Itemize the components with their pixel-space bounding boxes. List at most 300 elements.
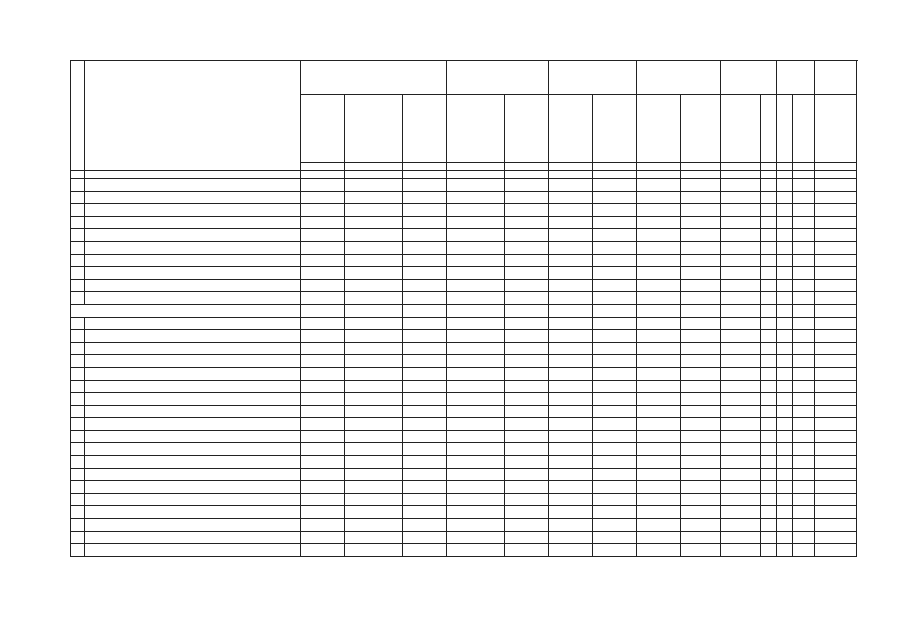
address-cell [85,367,301,380]
table-cell [403,456,447,469]
table-cell [681,405,721,418]
header-unit-cell [505,163,549,171]
address-cell [85,456,301,469]
table-cell [593,380,637,393]
row-index-cell [71,191,85,204]
header-unit-cell [301,163,345,171]
header-unit-cell [403,163,447,171]
table-cell [637,418,681,431]
table-cell [793,241,815,254]
table-cell [793,355,815,368]
table-cell [301,191,345,204]
table-row [71,342,857,355]
table-cell [593,367,637,380]
table-cell [777,493,793,506]
table-cell [549,468,593,481]
header-row-column-numbers [71,171,857,179]
header-cell-group [549,61,637,95]
address-cell [85,443,301,456]
table-cell [761,430,777,443]
table-cell [593,317,637,330]
table-cell [403,506,447,519]
table-cell [777,519,793,532]
address-cell [85,355,301,368]
table-cell [505,367,549,380]
table-cell [301,393,345,406]
table-cell [761,267,777,280]
table-cell [593,191,637,204]
table-cell [721,418,761,431]
row-index-cell [71,481,85,494]
table-cell [793,254,815,267]
table-cell [301,179,345,192]
address-cell [85,179,301,192]
table-cell [505,216,549,229]
address-cell [85,216,301,229]
table-cell [815,254,857,267]
table-cell [301,229,345,242]
table-cell [593,342,637,355]
table-cell [681,506,721,519]
table-cell [447,519,505,532]
address-cell [85,279,301,292]
table-row [71,204,857,217]
table-cell [793,443,815,456]
table-cell [721,229,761,242]
table-cell [793,519,815,532]
table-cell [777,254,793,267]
table-cell [777,506,793,519]
table-cell [761,468,777,481]
table-cell [777,342,793,355]
header-unit-cell [793,163,815,171]
table-cell [777,216,793,229]
table-cell [447,229,505,242]
address-cell [85,506,301,519]
table-cell [403,355,447,368]
column-number-cell [403,171,447,179]
table-cell [301,506,345,519]
table-cell [447,367,505,380]
address-cell [85,317,301,330]
table-cell [681,544,721,557]
table-cell [345,279,403,292]
table-cell [505,204,549,217]
table-cell [593,179,637,192]
table-cell [681,531,721,544]
table-cell [593,493,637,506]
table-row [71,330,857,343]
header-cell-group [637,61,721,95]
header-subcell [815,95,857,163]
table-cell [761,544,777,557]
address-cell [85,493,301,506]
table-cell [815,304,857,317]
table-cell [681,254,721,267]
table-cell [549,204,593,217]
table-cell [447,179,505,192]
header-subcell [777,95,793,163]
table-cell [637,254,681,267]
table-cell [721,292,761,305]
row-index-cell [71,393,85,406]
row-index-cell [71,456,85,469]
table-cell [721,405,761,418]
row-index-cell [71,204,85,217]
header-subcell [403,95,447,163]
table-cell [793,506,815,519]
table-cell [447,380,505,393]
table-cell [403,418,447,431]
table-cell [793,367,815,380]
table-cell [815,380,857,393]
table-cell [447,191,505,204]
table-cell [505,405,549,418]
table-cell [681,317,721,330]
table-cell [403,393,447,406]
table-cell [761,519,777,532]
table-cell [301,493,345,506]
table-cell [505,342,549,355]
table-cell [345,405,403,418]
table-cell [637,493,681,506]
table-cell [793,317,815,330]
table-cell [549,241,593,254]
header-unit-cell [777,163,793,171]
table-cell [447,493,505,506]
table-cell [793,468,815,481]
table-cell [345,468,403,481]
row-index-cell [71,468,85,481]
table-cell [301,418,345,431]
table-cell [345,204,403,217]
table-cell [301,531,345,544]
table-cell [505,443,549,456]
table-cell [593,531,637,544]
table-cell [815,405,857,418]
table-cell [593,216,637,229]
table-cell [681,330,721,343]
table-cell [345,367,403,380]
table-cell [593,355,637,368]
header-unit-cell [549,163,593,171]
header-subcell [761,95,777,163]
table-cell [681,304,721,317]
table-cell [505,519,549,532]
table-cell [447,468,505,481]
table-cell [447,292,505,305]
table-cell [761,531,777,544]
table-cell [593,468,637,481]
table-cell [681,418,721,431]
table-cell [761,418,777,431]
table-cell [549,393,593,406]
table-cell [721,367,761,380]
table-cell [721,179,761,192]
address-cell [85,292,301,305]
address-cell [85,267,301,280]
row-index-cell [71,443,85,456]
address-cell [85,191,301,204]
table-cell [777,330,793,343]
table-cell [761,204,777,217]
table-cell [549,229,593,242]
address-cell [85,393,301,406]
table-cell [345,519,403,532]
table-cell [777,367,793,380]
table-cell [345,267,403,280]
table-cell [793,292,815,305]
table-row [71,254,857,267]
table-cell [721,279,761,292]
table-cell [721,204,761,217]
table-cell [345,241,403,254]
table-cell [593,544,637,557]
table-cell [721,456,761,469]
table-cell [793,229,815,242]
table-cell [681,367,721,380]
table-cell [721,380,761,393]
table-row [71,493,857,506]
table-cell [593,229,637,242]
table-cell [777,380,793,393]
table-cell [403,254,447,267]
table-row [71,430,857,443]
address-cell [85,481,301,494]
table-cell [777,418,793,431]
table-row [71,481,857,494]
table-cell [447,267,505,280]
table-cell [403,279,447,292]
table-cell [505,330,549,343]
table-cell [301,292,345,305]
table-row [71,456,857,469]
table-cell [593,241,637,254]
column-number-cell [549,171,593,179]
table-row [71,267,857,280]
table-cell [637,519,681,532]
table-cell [761,216,777,229]
table-cell [815,544,857,557]
table-cell [447,443,505,456]
table-cell [777,443,793,456]
table-cell [505,317,549,330]
table-cell [721,506,761,519]
table-cell [721,468,761,481]
table-cell [345,191,403,204]
table-cell [681,393,721,406]
table-cell [593,456,637,469]
column-number-cell [637,171,681,179]
table-cell [815,519,857,532]
header-unit-cell [447,163,505,171]
table-cell [777,304,793,317]
table-cell [681,380,721,393]
table-cell [301,304,345,317]
table-cell [815,355,857,368]
table-cell [761,229,777,242]
address-cell [85,330,301,343]
table-cell [301,355,345,368]
header-cell-group [721,61,777,95]
table-cell [815,229,857,242]
table-cell [777,191,793,204]
table-cell [777,544,793,557]
table-cell [637,468,681,481]
table-row [71,468,857,481]
table-cell [549,279,593,292]
table-cell [761,241,777,254]
address-cell [85,405,301,418]
table-cell [815,279,857,292]
table-row [71,519,857,532]
table-cell [777,279,793,292]
table-cell [549,216,593,229]
table-cell [593,330,637,343]
table-cell [777,317,793,330]
table-cell [403,304,447,317]
table-cell [447,241,505,254]
table-cell [447,317,505,330]
table-cell [505,191,549,204]
data-table-wrapper [70,60,836,557]
header-subcell [505,95,549,163]
table-cell [681,267,721,280]
table-cell [403,330,447,343]
total-row [71,304,857,317]
table-cell [761,342,777,355]
table-cell [505,468,549,481]
table-cell [815,443,857,456]
table-cell [301,317,345,330]
table-cell [505,179,549,192]
table-cell [793,481,815,494]
table-cell [681,216,721,229]
table-cell [637,367,681,380]
table-cell [549,456,593,469]
table-cell [681,468,721,481]
table-cell [637,531,681,544]
row-index-cell [71,519,85,532]
table-row [71,544,857,557]
address-cell [85,380,301,393]
table-cell [593,481,637,494]
row-index-cell [71,342,85,355]
table-cell [681,443,721,456]
table-cell [593,405,637,418]
table-row [71,317,857,330]
table-cell [301,216,345,229]
table-cell [447,456,505,469]
table-cell [549,367,593,380]
table-cell [593,279,637,292]
table-cell [681,279,721,292]
table-cell [777,241,793,254]
table-row [71,405,857,418]
table-cell [777,229,793,242]
table-cell [681,204,721,217]
table-cell [637,191,681,204]
table-cell [447,393,505,406]
table-cell [721,330,761,343]
table-cell [447,254,505,267]
header-cell-group [777,61,815,95]
table-cell [815,481,857,494]
table-cell [301,241,345,254]
table-cell [681,241,721,254]
table-cell [793,430,815,443]
header-subcell [301,95,345,163]
table-row [71,355,857,368]
table-cell [637,292,681,305]
table-cell [777,468,793,481]
table-cell [345,393,403,406]
table-cell [815,393,857,406]
table-cell [593,443,637,456]
table-cell [447,418,505,431]
table-cell [637,216,681,229]
address-cell [85,430,301,443]
row-index-cell [71,405,85,418]
table-cell [793,216,815,229]
table-cell [721,317,761,330]
table-cell [721,267,761,280]
table-cell [345,229,403,242]
table-cell [777,267,793,280]
table-cell [793,456,815,469]
table-cell [815,179,857,192]
table-cell [593,304,637,317]
table-cell [761,191,777,204]
table-cell [505,241,549,254]
table-cell [815,531,857,544]
row-index-cell [71,430,85,443]
table-cell [447,304,505,317]
table-cell [793,418,815,431]
table-cell [505,506,549,519]
table-cell [345,330,403,343]
table-cell [761,292,777,305]
table-cell [301,330,345,343]
table-cell [301,279,345,292]
table-cell [345,254,403,267]
table-cell [549,292,593,305]
table-cell [761,179,777,192]
table-cell [301,204,345,217]
table-cell [721,191,761,204]
table-cell [793,342,815,355]
table-cell [447,531,505,544]
table-cell [447,544,505,557]
row-index-cell [71,292,85,305]
table-row [71,179,857,192]
row-index-cell [71,254,85,267]
header-subcell [637,95,681,163]
table-cell [301,430,345,443]
table-cell [593,267,637,280]
table-cell [549,254,593,267]
row-index-cell [71,179,85,192]
address-cell [85,241,301,254]
table-cell [447,330,505,343]
table-cell [777,179,793,192]
table-cell [761,367,777,380]
table-cell [301,468,345,481]
table-cell [403,367,447,380]
table-cell [681,456,721,469]
table-cell [447,506,505,519]
table-cell [345,531,403,544]
